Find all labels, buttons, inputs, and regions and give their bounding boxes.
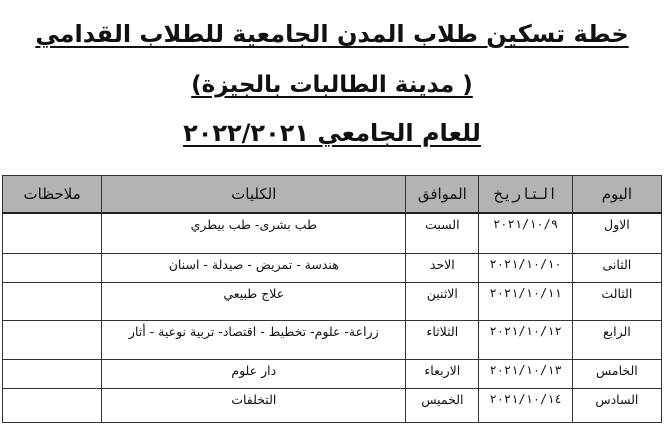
cell-weekday: السبت: [406, 213, 479, 254]
table-row: [3, 283, 662, 321]
column-header-weekday: الموافق: [406, 176, 479, 214]
table-row: [3, 321, 662, 360]
cell-day: الخامس: [572, 360, 661, 389]
cell-date: ٢٠٢١/١٠/١١: [479, 283, 572, 321]
column-header-notes: ملاحظات: [3, 176, 102, 214]
cell-date: ٢٠٢١/١٠/١٤: [479, 389, 572, 423]
cell-notes: [3, 213, 102, 254]
page-title: خطة تسكين طلاب المدن الجامعية للطلاب القدامي: [35, 20, 629, 48]
cell-date: ٢٠٢١/١٠/١٠: [479, 254, 572, 283]
cell-notes: [3, 254, 102, 283]
cell-date: ٢٠٢١/١٠/٩: [479, 213, 572, 254]
cell-notes: [3, 321, 102, 360]
housing-schedule-table: [2, 175, 662, 423]
cell-faculties: علاج طبيعي: [102, 283, 406, 321]
cell-date: ٢٠٢١/١٠/١٢: [479, 321, 572, 360]
cell-faculties: هندسة - تمريض - صيدلة - اسنان: [102, 254, 406, 283]
cell-weekday: الاحد: [406, 254, 479, 283]
page-subtitle: ( مدينة الطالبات بالجيزة): [191, 72, 473, 98]
cell-notes: [3, 360, 102, 389]
table-row: [3, 213, 662, 254]
cell-weekday: الاثنين: [406, 283, 479, 321]
cell-day: الرابع: [572, 321, 661, 360]
table-row: [3, 360, 662, 389]
academic-year: للعام الجامعي ٢٠٢٢/٢٠٢١: [183, 119, 481, 147]
cell-faculties: زراعة- علوم- تخطيط - اقتصاد- تربية نوعية - أثار: [102, 321, 406, 360]
cell-faculties: التخلفات: [102, 389, 406, 423]
cell-faculties: طب بشرى- طب بيطري: [102, 213, 406, 254]
table-header-row: [3, 176, 662, 214]
cell-weekday: الخميس: [406, 389, 479, 423]
cell-weekday: الثلاثاء: [406, 321, 479, 360]
cell-day: الثالث: [572, 283, 661, 321]
cell-date: ٢٠٢١/١٠/١٣: [479, 360, 572, 389]
cell-notes: [3, 389, 102, 423]
column-header-day: اليوم: [572, 176, 661, 214]
cell-faculties: دار علوم: [102, 360, 406, 389]
table-row: [3, 254, 662, 283]
cell-day: الثانى: [572, 254, 661, 283]
cell-day: السادس: [572, 389, 661, 423]
column-header-faculties: الكليات: [102, 176, 406, 214]
table-row: [3, 389, 662, 423]
column-header-date: التاريخ: [479, 176, 572, 214]
cell-notes: [3, 283, 102, 321]
cell-day: الاول: [572, 213, 661, 254]
cell-weekday: الاربعاء: [406, 360, 479, 389]
